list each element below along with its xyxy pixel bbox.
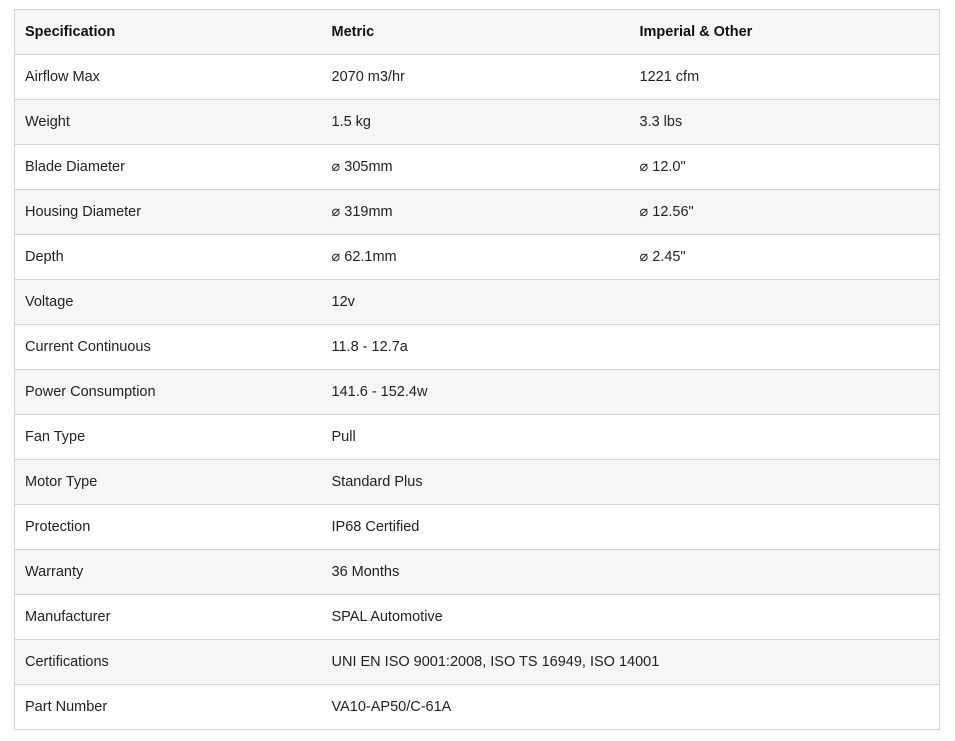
table-row: [15, 685, 940, 730]
spec-label: Motor Type: [15, 460, 322, 505]
table-row: [15, 460, 940, 505]
table-row: [15, 145, 940, 190]
spec-metric-value: 1.5 kg: [322, 100, 630, 145]
spec-metric-value: IP68 Certified: [322, 505, 630, 550]
spec-metric-value: Standard Plus: [322, 460, 630, 505]
spec-label: Fan Type: [15, 415, 322, 460]
table-row: [15, 100, 940, 145]
spec-imperial-value: 3.3 lbs: [630, 100, 940, 145]
table-row: [15, 55, 940, 100]
spec-label: Blade Diameter: [15, 145, 322, 190]
table-row: [15, 325, 940, 370]
table-row: [15, 415, 940, 460]
spec-metric-value: ⌀ 319mm: [322, 190, 630, 235]
table-row: [15, 505, 940, 550]
spec-label: Certifications: [15, 640, 322, 685]
spec-imperial-value: ⌀ 2.45": [630, 235, 940, 280]
table-row: [15, 550, 940, 595]
table-row: [15, 235, 940, 280]
spec-imperial-value: [630, 505, 940, 550]
spec-metric-value: 11.8 - 12.7a: [322, 325, 630, 370]
spec-imperial-value: [630, 280, 940, 325]
table-header-row: [15, 10, 940, 55]
table-row: [15, 640, 940, 685]
spec-metric-value: ⌀ 305mm: [322, 145, 630, 190]
spec-metric-value: UNI EN ISO 9001:2008, ISO TS 16949, ISO 14001: [322, 640, 630, 685]
spec-label: Airflow Max: [15, 55, 322, 100]
spec-label: Warranty: [15, 550, 322, 595]
table-row: [15, 370, 940, 415]
table-row: [15, 595, 940, 640]
spec-label: Power Consumption: [15, 370, 322, 415]
spec-label: Voltage: [15, 280, 322, 325]
spec-metric-value: ⌀ 62.1mm: [322, 235, 630, 280]
spec-imperial-value: 1221 cfm: [630, 55, 940, 100]
spec-imperial-value: [630, 415, 940, 460]
header-imperial-other: Imperial & Other: [630, 10, 940, 55]
spec-label: Depth: [15, 235, 322, 280]
spec-label: Part Number: [15, 685, 322, 730]
spec-metric-value: Pull: [322, 415, 630, 460]
spec-imperial-value: ⌀ 12.0": [630, 145, 940, 190]
spec-imperial-value: [630, 370, 940, 415]
spec-metric-value: VA10-AP50/C-61A: [322, 685, 630, 730]
spec-metric-value: 12v: [322, 280, 630, 325]
spec-imperial-value: [630, 550, 940, 595]
spec-imperial-value: [630, 325, 940, 370]
header-metric: Metric: [322, 10, 630, 55]
spec-imperial-value: ⌀ 12.56": [630, 190, 940, 235]
table-row: [15, 190, 940, 235]
spec-metric-value: 2070 m3/hr: [322, 55, 630, 100]
spec-imperial-value: [630, 595, 940, 640]
spec-imperial-value: [630, 460, 940, 505]
header-specification: Specification: [15, 10, 322, 55]
spec-label: Current Continuous: [15, 325, 322, 370]
spec-metric-value: 36 Months: [322, 550, 630, 595]
spec-label: Protection: [15, 505, 322, 550]
spec-imperial-value: [630, 685, 940, 730]
spec-imperial-value: [630, 640, 940, 685]
spec-label: Manufacturer: [15, 595, 322, 640]
spec-metric-value: 141.6 - 152.4w: [322, 370, 630, 415]
spec-metric-value: SPAL Automotive: [322, 595, 630, 640]
spec-table: [14, 9, 940, 730]
spec-label: Weight: [15, 100, 322, 145]
spec-label: Housing Diameter: [15, 190, 322, 235]
table-row: [15, 280, 940, 325]
